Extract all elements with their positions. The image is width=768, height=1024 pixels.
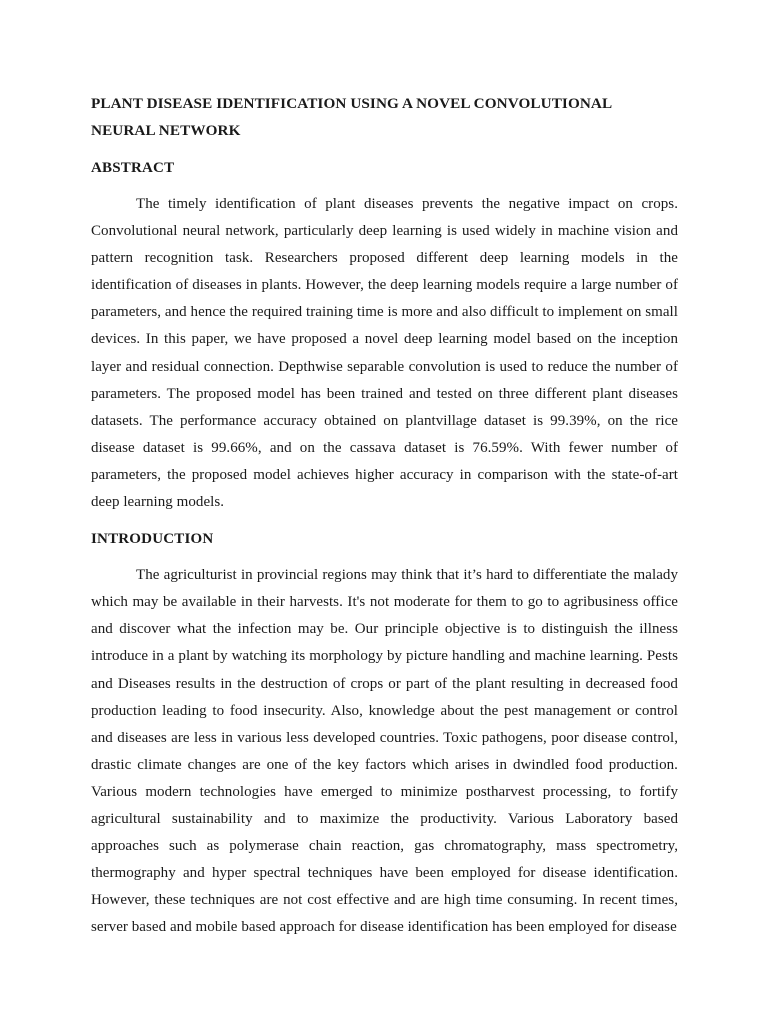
abstract-paragraph: The timely identification of plant diseases prevents the negative impact on crops. Convolutional neural network, particularly deep learning is used widely in machine vision and pattern recognition task. Researchers proposed different deep learning models in the identification of diseases in plants. However, the deep learning models require a large number of parameters, and hence the required training time is more and also difficult to implement on small devices. In this paper, we have proposed a novel deep learning model based on the inception layer and residual connection. Depthwise separable convolution is used to reduce the number of parameters. The proposed model has been trained and tested on three different plant diseases datasets. The performance accuracy obtained on plantvillage dataset is 99.39%, on the rice disease dataset is 99.66%, and on the cassava dataset is 76.59%. With fewer number of parameters, the proposed model achieves higher accuracy in comparison with the state-of-art deep learning models.: [91, 196, 678, 511]
paper-title: PLANT DISEASE IDENTIFICATION USING A NOVEL CONVOLUTIONAL NEURAL NETWORK: [91, 95, 612, 139]
document-content: [91, 90, 678, 941]
introduction-paragraph: The agriculturist in provincial regions may think that it’s hard to differentiate the malady which may be available in their harvests. It's not moderate for them to go to agribusiness office and discover what the infection may be. Our principle objective is to distinguish the illness introduce in a plant by watching its morphology by picture handling and machine learning. Pests and Diseases results in the destruction of crops or part of the plant resulting in decreased food production leading to food insecurity. Also, knowledge about the pest management or control and diseases are less in various less developed countries. Toxic pathogens, poor disease control, drastic climate changes are one of the key factors which arises in dwindled food production. Various modern technologies have emerged to minimize postharvest processing, to fortify agricultural sustainability and to maximize the productivity. Various Laboratory based approaches such as polymerase chain reaction, gas chromatography, mass spectrometry, thermography and hyper spectral techniques have been employed for disease identification. However, these techniques are not cost effective and are high time consuming. In recent times, server based and mobile based approach for disease identification has been employed for disease: [91, 567, 678, 936]
section-heading-abstract: ABSTRACT: [91, 160, 175, 176]
section-heading-introduction: INTRODUCTION: [91, 531, 214, 548]
